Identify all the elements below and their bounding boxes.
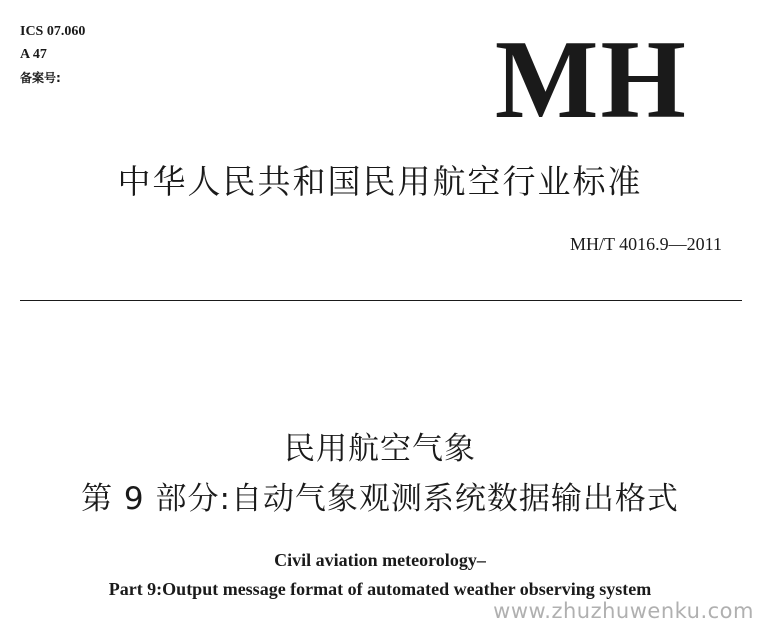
record-number-label: 备案号: <box>20 71 61 85</box>
mh-logo: MH <box>495 18 688 142</box>
title-en-line1: Civil aviation meteorology– <box>274 550 486 570</box>
header-divider <box>20 300 742 301</box>
title-cn-line2: 第 9 部分:自动气象观测系统数据输出格式 <box>81 481 679 517</box>
standard-number: MH/T 4016.9—2011 <box>569 234 722 254</box>
ics-code: ICS 07.060 <box>20 24 86 39</box>
standard-name: 中华人民共和国民用航空行业标准 <box>117 162 643 201</box>
watermark: www.zhuzhuwenku.com <box>493 599 754 623</box>
title-cn-line1: 民用航空气象 <box>284 431 476 467</box>
classification-code: A 47 <box>20 47 47 62</box>
title-en-line2: Part 9:Output message format of automated weather observing system <box>108 579 652 599</box>
